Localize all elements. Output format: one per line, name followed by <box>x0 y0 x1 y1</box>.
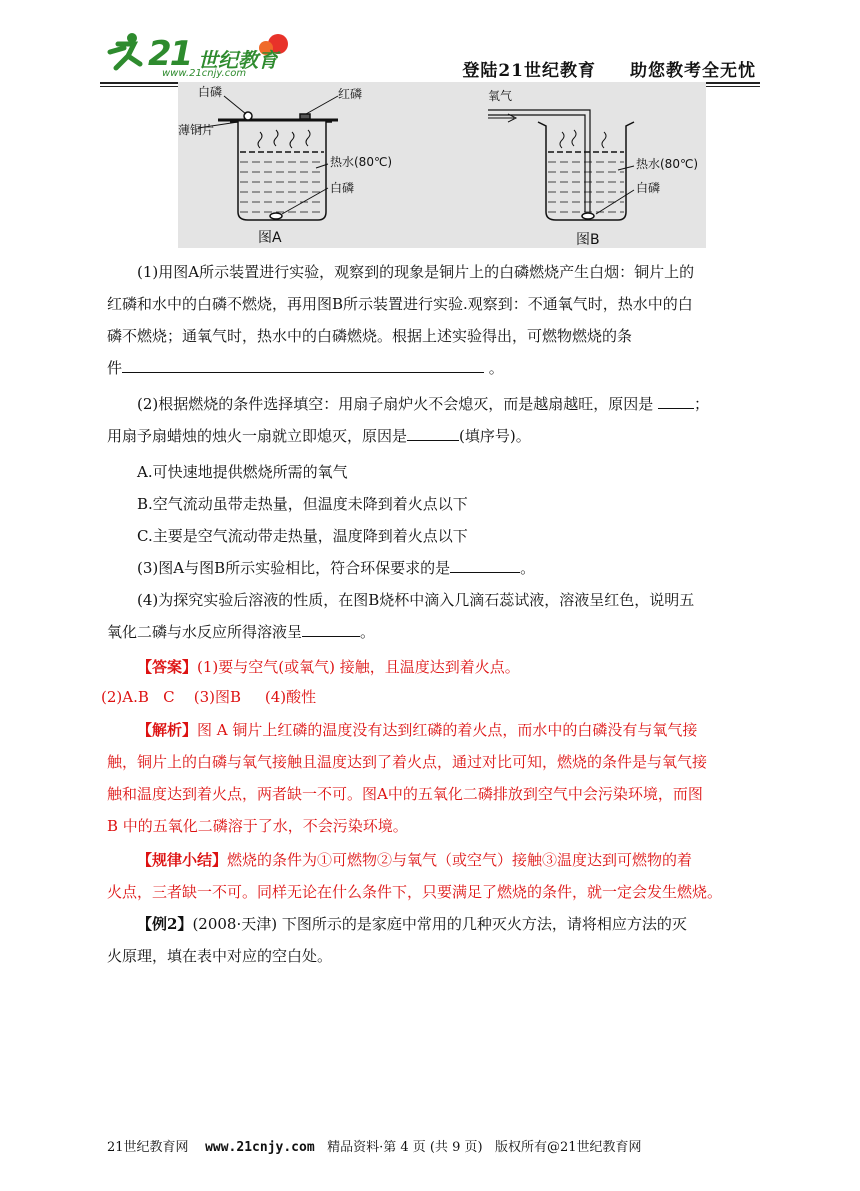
footer-page-info: 精品资料·第 4 页 (共 9 页) <box>327 1140 483 1155</box>
q2-text-b: 用扇予扇蜡烛的烛火一扇就立即熄灭，原因是 <box>107 427 408 445</box>
option-a: A.可快速地提供燃烧所需的氧气 <box>137 463 348 481</box>
q1-prefix: 件 <box>107 359 123 377</box>
logo-number: 21 <box>148 34 192 74</box>
q1-line-1: (1)用图A所示装置进行实验，观察到的现象是铜片上的白磷燃烧产生白烟：铜片上的 <box>137 263 695 281</box>
option-b: B.空气流动虽带走热量，但温度未降到着火点以下 <box>137 495 468 513</box>
slogan-login: 登陆21世纪教育 <box>462 61 596 81</box>
answer-line-1 <box>107 652 757 682</box>
analysis-line-3: 触和温度达到着火点，两者缺一不可。图A中的五氧化二磷排放到空气中会污染环境，而图 <box>107 785 703 803</box>
q1-line-3: 磷不燃烧；通氧气时，热水中的白磷燃烧。根据上述实验得出，可燃物燃烧的条 <box>107 327 633 345</box>
summary-line-1 <box>107 844 757 876</box>
q1-line-4 <box>107 352 757 384</box>
logo-name: 世纪教育 <box>198 48 278 72</box>
logo-url: www.21cnjy.com <box>162 68 247 79</box>
analysis-label: 【解析】 <box>137 721 198 739</box>
summary-text-1: 燃烧的条件为①可燃物②与氧气（或空气）接触③温度达到可燃物的着 <box>227 851 693 869</box>
footer-copyright: 版权所有@21世纪教育网 <box>494 1140 642 1155</box>
page-footer <box>107 1136 757 1155</box>
label-a-red-p: 红磷 <box>338 87 363 101</box>
slogan-help: 助您教考全无忧 <box>630 61 756 81</box>
analysis-line-2: 触，铜片上的白磷与氧气接触且温度达到了着火点，通过对比可知，燃烧的条件是与氧气接 <box>107 753 708 771</box>
q4-blank[interactable] <box>302 616 360 637</box>
example-text-1: (2008·天津) 下图所示的是家庭中常用的几种灭火方法，请将相应方法的灭 <box>192 915 687 933</box>
analysis-line-1 <box>107 714 757 746</box>
q2-line-2 <box>107 420 757 452</box>
q4-line-2 <box>107 616 757 648</box>
example-line-1 <box>107 908 757 940</box>
summary-label: 【规律小结】 <box>137 851 228 869</box>
beaker-b <box>488 110 634 220</box>
example-line-2: 火原理，填在表中对应的空白处。 <box>107 947 333 965</box>
label-a-white-p-bottom: 白磷 <box>330 181 355 195</box>
q3-blank[interactable] <box>450 552 520 573</box>
q2-line-1 <box>107 388 757 420</box>
q4-text: 氧化二磷与水反应所得溶液呈 <box>107 623 303 641</box>
option-c: C.主要是空气流动带走热量，温度降到着火点以下 <box>137 527 468 545</box>
caption-a: 图A <box>258 230 282 246</box>
answer-label: 【答案】 <box>137 658 198 676</box>
q3-line <box>107 552 757 584</box>
label-b-water: 热水(80℃) <box>636 157 699 171</box>
q4-line-1: (4)为探究实验后溶液的性质，在图B烧杯中滴入几滴石蕊试液，溶液呈红色，说明五 <box>137 591 695 609</box>
q4-suffix: 。 <box>360 623 376 641</box>
answer-text-1: (1)要与空气(或氧气) 接触，且温度达到着火点。 <box>197 658 520 676</box>
logo <box>100 30 300 80</box>
answer-line-2: (2)A.B C (3)图B (4)酸性 <box>101 688 317 706</box>
label-a-white-p: 白磷 <box>198 85 223 99</box>
q2-text-a: (2)根据燃烧的条件选择填空：用扇子扇炉火不会熄灭，而是越扇越旺，原因是 <box>137 395 654 413</box>
header-slogan <box>462 56 756 81</box>
analysis-text-1: 图 A 铜片上红磷的温度没有达到红磷的着火点，而水中的白磷没有与氧气接 <box>197 721 698 739</box>
q1-line-2: 红磷和水中的白磷不燃烧，再用图B所示装置进行实验.观察到：不通氧气时，热水中的白 <box>107 295 693 313</box>
beaker-a <box>198 96 338 220</box>
q1-suffix: 。 <box>488 359 504 377</box>
label-b-oxygen: 氧气 <box>488 89 513 103</box>
footer-url[interactable]: www.21cnjy.com <box>205 1140 315 1155</box>
q2-suffix-b: (填序号)。 <box>459 427 531 445</box>
label-a-copper: 薄铜片 <box>178 123 215 137</box>
question-body <box>101 256 757 972</box>
q3-text: (3)图A与图B所示实验相比，符合环保要求的是 <box>137 559 451 577</box>
footer-site: 21世纪教育网 <box>107 1140 189 1155</box>
analysis-line-4: B 中的五氧化二磷溶于了水，不会污染环境。 <box>107 817 408 835</box>
caption-b: 图B <box>576 232 600 248</box>
q2-blank-b[interactable] <box>407 420 459 441</box>
page-header <box>100 30 760 82</box>
label-a-water: 热水(80℃) <box>330 155 393 169</box>
q3-suffix: 。 <box>520 559 536 577</box>
summary-line-2: 火点，三者缺一不可。同样无论在什么条件下，只要满足了燃烧的条件，就一定会发生燃烧。 <box>107 883 723 901</box>
example-label: 【例2】 <box>137 915 193 933</box>
q2-suffix-a: ； <box>694 395 710 413</box>
q2-blank-a[interactable] <box>658 388 694 409</box>
label-b-white-p: 白磷 <box>636 181 661 195</box>
q1-answer-blank[interactable] <box>122 352 484 373</box>
experiment-figure <box>178 82 706 248</box>
